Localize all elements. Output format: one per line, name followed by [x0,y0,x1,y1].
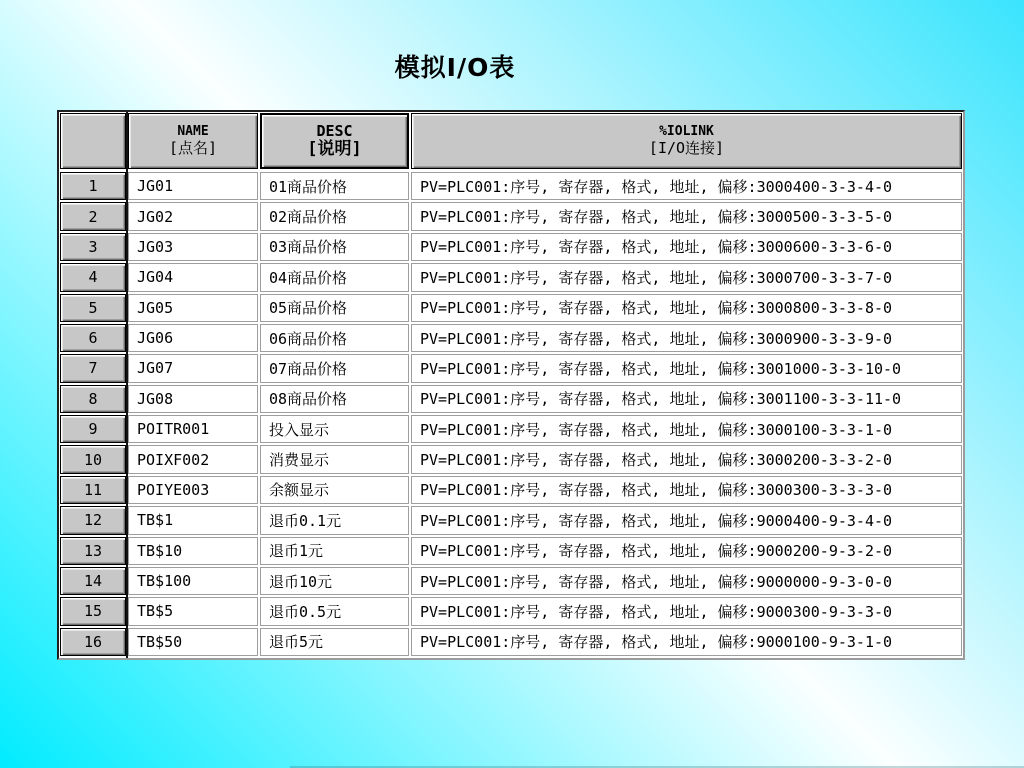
table-row [60,567,962,595]
iolink-cell[interactable]: PV=PLC001:序号, 寄存器, 格式, 地址, 偏移:3000600-3-3-6-0 [411,233,962,261]
iolink-cell[interactable]: PV=PLC001:序号, 寄存器, 格式, 地址, 偏移:3001000-3-3-10-0 [411,354,962,382]
row-number-cell[interactable]: 2 [60,202,126,230]
header-desc-cn: [说明] [307,138,362,159]
name-cell[interactable]: TB$10 [128,537,258,565]
iolink-cell[interactable]: PV=PLC001:序号, 寄存器, 格式, 地址, 偏移:3000100-3-3-1-0 [411,415,962,443]
desc-cell[interactable]: 余额显示 [260,476,409,504]
row-number-cell[interactable]: 13 [60,537,126,565]
name-cell[interactable]: JG04 [128,263,258,291]
row-number-cell[interactable]: 3 [60,233,126,261]
header-name-en: NAME [177,123,209,139]
table-row [60,415,962,443]
desc-cell[interactable]: 退币0.5元 [260,597,409,625]
desc-cell[interactable]: 07商品价格 [260,354,409,382]
table-row [60,597,962,625]
row-number-cell[interactable]: 7 [60,354,126,382]
iolink-cell[interactable]: PV=PLC001:序号, 寄存器, 格式, 地址, 偏移:9000300-9-3-3-0 [411,597,962,625]
iolink-cell[interactable]: PV=PLC001:序号, 寄存器, 格式, 地址, 偏移:3000700-3-3-7-0 [411,263,962,291]
iolink-cell[interactable]: PV=PLC001:序号, 寄存器, 格式, 地址, 偏移:9000000-9-3-0-0 [411,567,962,595]
table-row [60,263,962,291]
name-cell[interactable]: TB$100 [128,567,258,595]
io-table [57,110,965,660]
page-title: 模拟I/O表 [394,53,516,82]
row-number-cell[interactable]: 15 [60,597,126,625]
name-cell[interactable]: JG05 [128,294,258,322]
header-name[interactable] [128,113,258,169]
row-number-cell[interactable]: 9 [60,415,126,443]
header-desc[interactable] [260,113,409,169]
row-number-cell[interactable]: 8 [60,385,126,413]
table-row [60,628,962,656]
iolink-cell[interactable]: PV=PLC001:序号, 寄存器, 格式, 地址, 偏移:3000900-3-3-9-0 [411,324,962,352]
table-header-row [60,113,962,169]
name-cell[interactable]: JG08 [128,385,258,413]
table-row [60,537,962,565]
iolink-cell[interactable]: PV=PLC001:序号, 寄存器, 格式, 地址, 偏移:3000800-3-3-8-0 [411,294,962,322]
table-body [60,172,962,656]
header-iolink-en: %IOLINK [659,123,714,139]
name-cell[interactable]: TB$1 [128,506,258,534]
table-row [60,233,962,261]
table-row [60,385,962,413]
name-cell[interactable]: JG02 [128,202,258,230]
name-cell[interactable]: POITR001 [128,415,258,443]
desc-cell[interactable]: 03商品价格 [260,233,409,261]
row-number-cell[interactable]: 14 [60,567,126,595]
iolink-cell[interactable]: PV=PLC001:序号, 寄存器, 格式, 地址, 偏移:3000300-3-3-3-0 [411,476,962,504]
iolink-cell[interactable]: PV=PLC001:序号, 寄存器, 格式, 地址, 偏移:3001100-3-3-11-0 [411,385,962,413]
iolink-cell[interactable]: PV=PLC001:序号, 寄存器, 格式, 地址, 偏移:9000400-9-3-4-0 [411,506,962,534]
table-row [60,324,962,352]
header-name-cn: [点名] [168,138,218,157]
iolink-cell[interactable]: PV=PLC001:序号, 寄存器, 格式, 地址, 偏移:3000400-3-3-4-0 [411,172,962,200]
desc-cell[interactable]: 退币5元 [260,628,409,656]
name-cell[interactable]: JG06 [128,324,258,352]
name-cell[interactable]: JG01 [128,172,258,200]
header-iolink[interactable] [411,113,962,169]
desc-cell[interactable]: 01商品价格 [260,172,409,200]
desc-cell[interactable]: 02商品价格 [260,202,409,230]
row-number-cell[interactable]: 1 [60,172,126,200]
table-row [60,202,962,230]
name-cell[interactable]: TB$50 [128,628,258,656]
header-iolink-cn: [I/O连接] [648,138,725,157]
table-row [60,476,962,504]
desc-cell[interactable]: 退币10元 [260,567,409,595]
row-number-cell[interactable]: 5 [60,294,126,322]
row-number-cell[interactable]: 10 [60,445,126,473]
table-row [60,172,962,200]
desc-cell[interactable]: 05商品价格 [260,294,409,322]
iolink-cell[interactable]: PV=PLC001:序号, 寄存器, 格式, 地址, 偏移:3000500-3-3-5-0 [411,202,962,230]
row-number-cell[interactable]: 6 [60,324,126,352]
desc-cell[interactable]: 消费显示 [260,445,409,473]
row-number-cell[interactable]: 4 [60,263,126,291]
table-row [60,506,962,534]
header-corner-cell[interactable] [60,113,126,169]
table-row [60,354,962,382]
table-row [60,445,962,473]
iolink-cell[interactable]: PV=PLC001:序号, 寄存器, 格式, 地址, 偏移:9000100-9-3-1-0 [411,628,962,656]
desc-cell[interactable]: 06商品价格 [260,324,409,352]
table-row [60,294,962,322]
name-cell[interactable]: POIYE003 [128,476,258,504]
desc-cell[interactable]: 退币1元 [260,537,409,565]
row-number-cell[interactable]: 12 [60,506,126,534]
row-number-divider [126,112,128,658]
row-number-cell[interactable]: 16 [60,628,126,656]
desc-cell[interactable]: 08商品价格 [260,385,409,413]
iolink-cell[interactable]: PV=PLC001:序号, 寄存器, 格式, 地址, 偏移:9000200-9-3-2-0 [411,537,962,565]
desc-cell[interactable]: 投入显示 [260,415,409,443]
header-desc-en: DESC [316,121,353,140]
name-cell[interactable]: JG07 [128,354,258,382]
desc-cell[interactable]: 退币0.1元 [260,506,409,534]
name-cell[interactable]: POIXF002 [128,445,258,473]
name-cell[interactable]: TB$5 [128,597,258,625]
row-number-cell[interactable]: 11 [60,476,126,504]
iolink-cell[interactable]: PV=PLC001:序号, 寄存器, 格式, 地址, 偏移:3000200-3-3-2-0 [411,445,962,473]
desc-cell[interactable]: 04商品价格 [260,263,409,291]
name-cell[interactable]: JG03 [128,233,258,261]
